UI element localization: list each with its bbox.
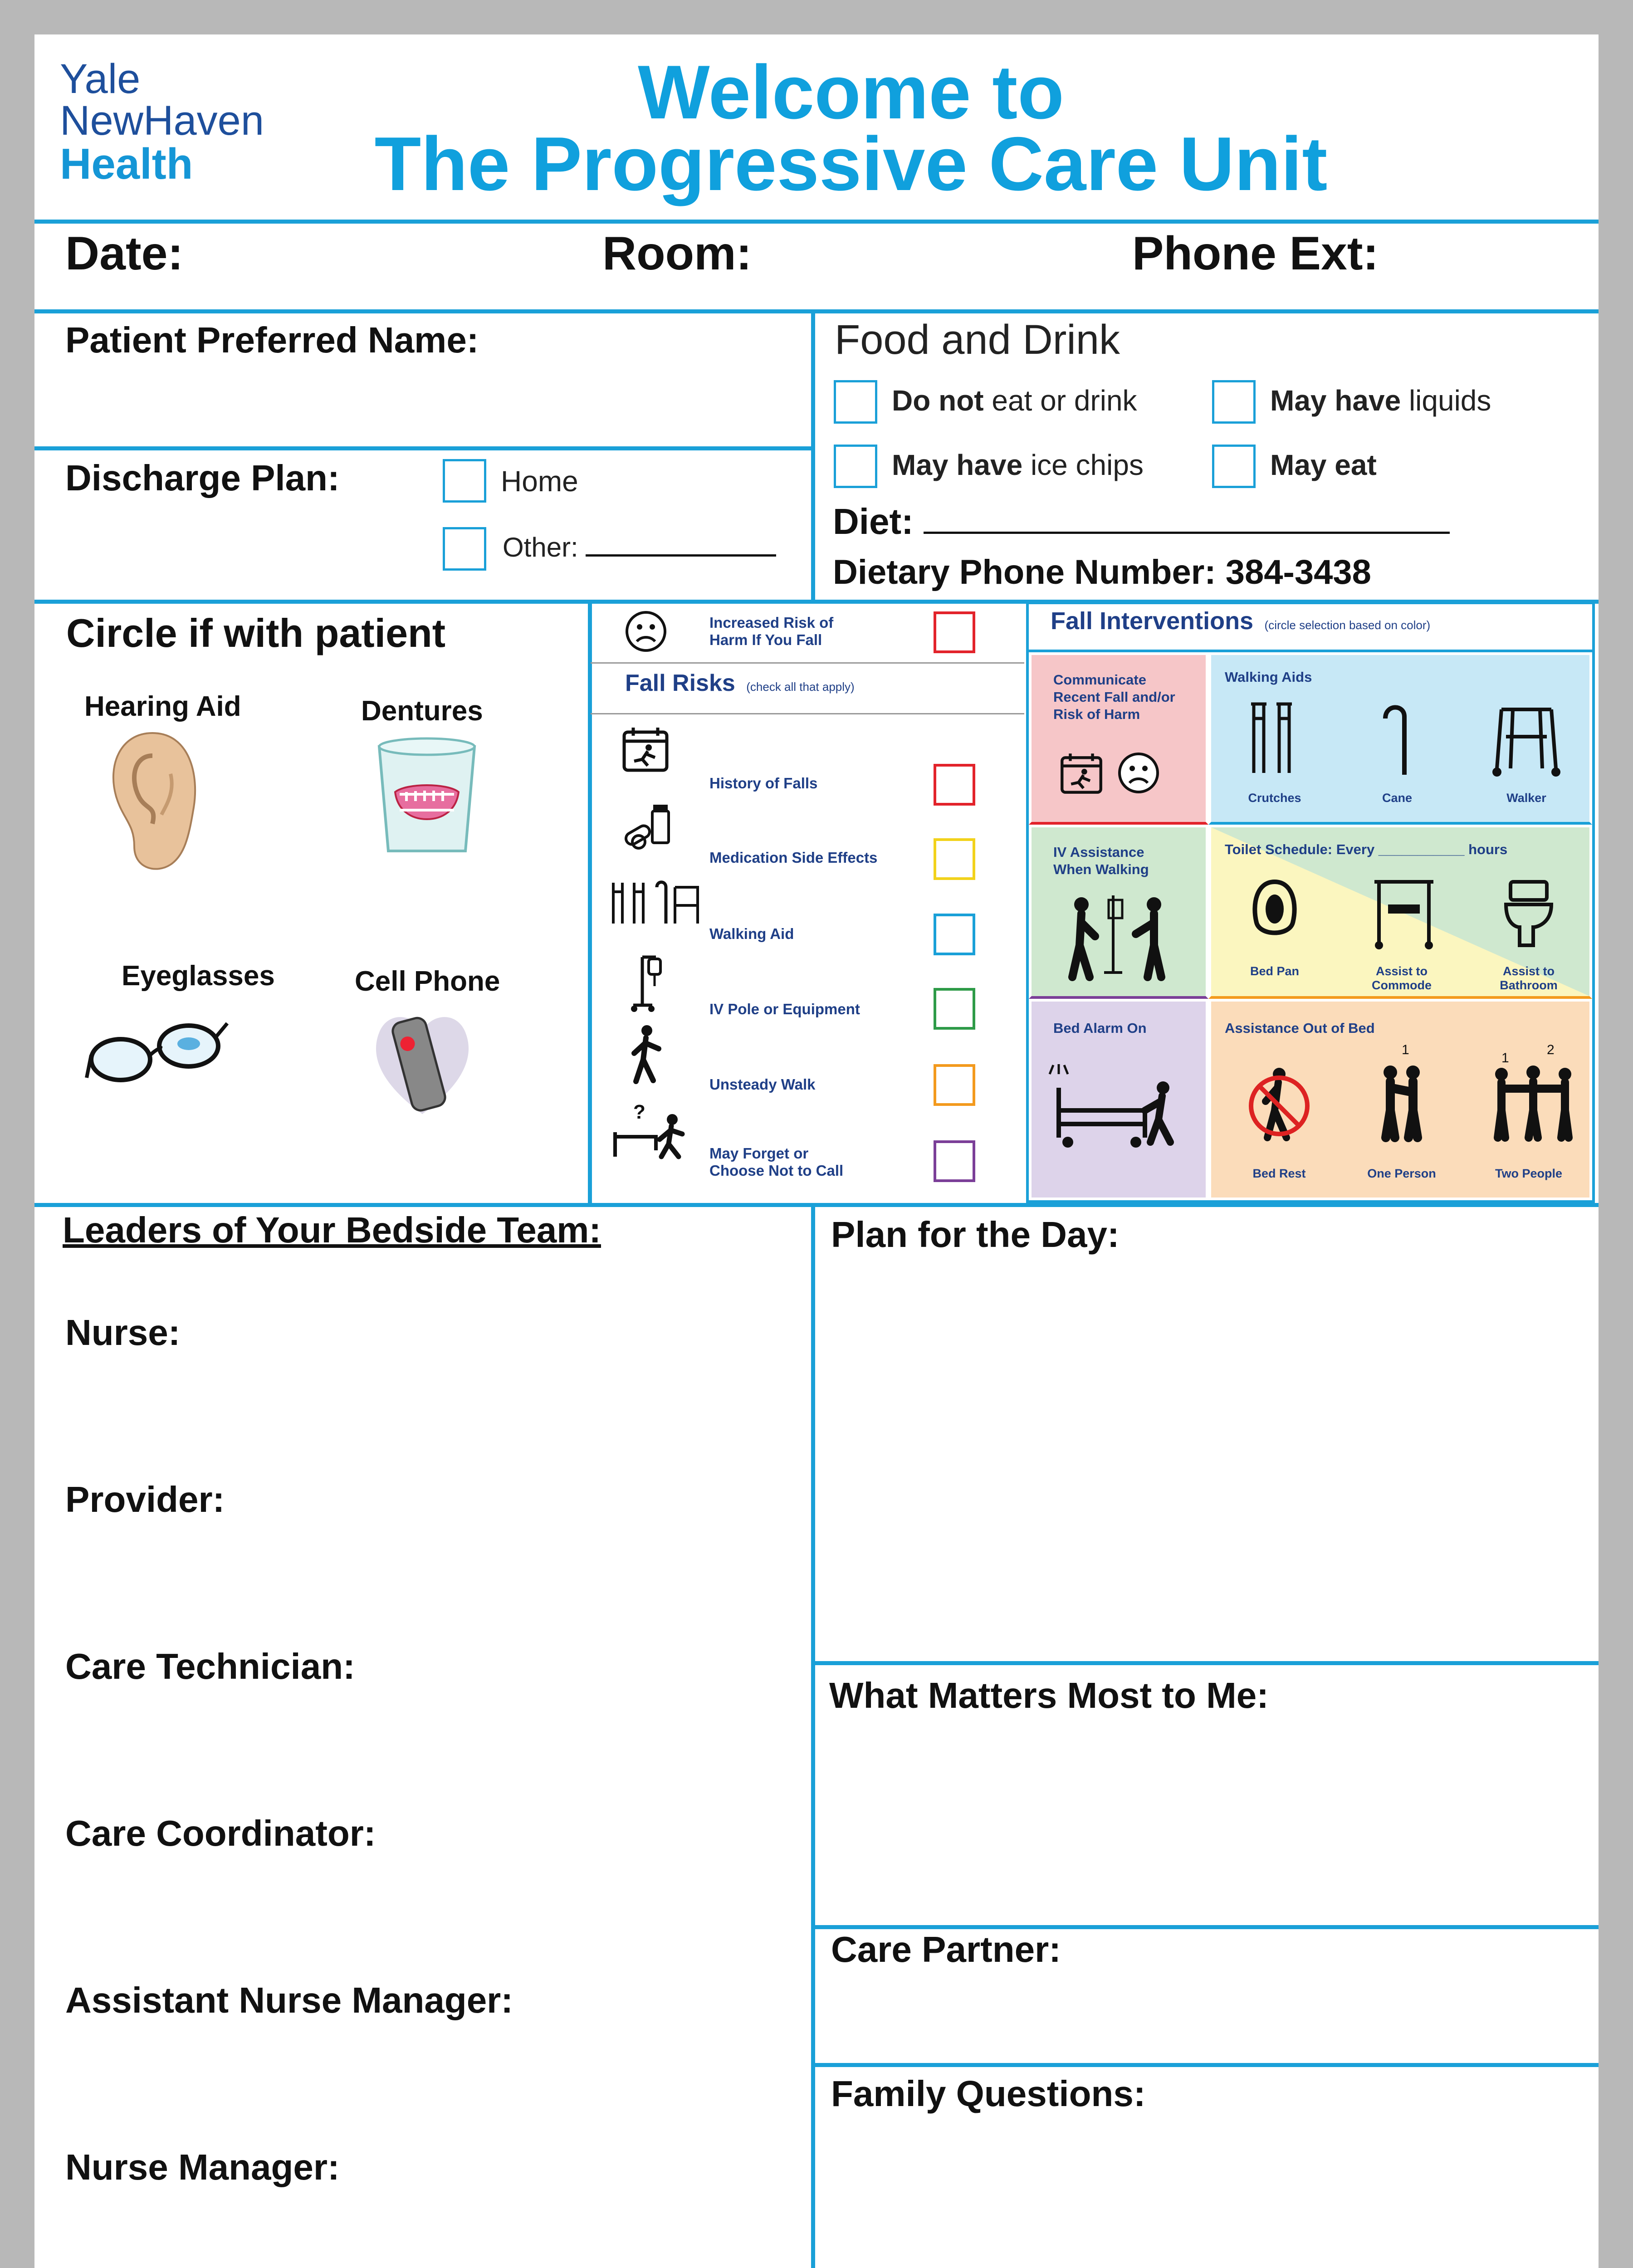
logo	[60, 58, 264, 187]
discharge-other-label	[503, 532, 776, 563]
bed-pan-icon	[1247, 877, 1302, 948]
team-role: Nurse Manager:	[65, 2147, 340, 2187]
increased-risk-checkbox[interactable]	[934, 611, 975, 653]
fall-interventions-title: Fall Interventions	[1051, 607, 1254, 635]
fall-risks-title: Fall Risks	[625, 670, 735, 696]
bed-alarm-icon	[1045, 1061, 1190, 1154]
divider	[813, 1661, 1599, 1665]
sad-face-icon	[1116, 750, 1161, 798]
food-option-checkbox[interactable]	[834, 380, 877, 424]
logo-line-newhaven: NewHaven	[60, 98, 264, 144]
food-option-bold: May eat	[1270, 449, 1377, 481]
divider	[813, 2063, 1599, 2067]
dentures-icon	[370, 733, 484, 860]
food-option-rest: liquids	[1401, 384, 1491, 417]
unsteady-walk-icon	[624, 1023, 670, 1087]
fall-risks-header-line	[591, 713, 1024, 714]
date-label: Date:	[65, 227, 184, 280]
divider	[34, 309, 1599, 313]
assistance-out-label: Assistance Out of Bed	[1225, 1020, 1375, 1036]
food-option-checkbox[interactable]	[834, 445, 877, 488]
medication-icon	[621, 802, 675, 852]
discharge-plan-label: Discharge Plan:	[65, 458, 340, 498]
divider	[811, 1203, 815, 2268]
team-title: Leaders of Your Bedside Team:	[63, 1210, 601, 1250]
one-person-icon	[1370, 1061, 1433, 1144]
phone-ext-label: Phone Ext:	[1132, 227, 1379, 280]
fall-risk-checkbox[interactable]	[934, 764, 975, 806]
svg-text:?: ?	[633, 1101, 645, 1123]
divider	[811, 309, 815, 600]
fall-risk-label: Walking Aid	[709, 925, 794, 942]
food-option-ice-chips	[892, 448, 1144, 482]
assist-caption: Two People	[1495, 1167, 1562, 1180]
family-questions-label: Family Questions:	[831, 2073, 1146, 2114]
forget-call-icon	[611, 1100, 692, 1159]
diet-text: Diet:	[833, 501, 914, 542]
iv-assistance-cell	[1029, 825, 1208, 999]
whiteboard	[34, 34, 1599, 2268]
fall-interventions-subtitle: (circle selection based on color)	[1264, 618, 1431, 632]
communicate-cell	[1029, 652, 1208, 825]
preferred-name-label: Patient Preferred Name:	[65, 320, 479, 360]
walking-aid-caption: Cane	[1382, 791, 1413, 805]
circle-title: Circle if with patient	[66, 611, 446, 655]
calendar-fall-icon	[621, 724, 670, 774]
eyeglasses-label: Eyeglasses	[122, 960, 275, 992]
fall-risk-label: Unsteady Walk	[709, 1076, 816, 1093]
food-option-bold: Do not	[892, 384, 984, 417]
plan-label: Plan for the Day:	[831, 1214, 1120, 1255]
food-title: Food and Drink	[835, 317, 1120, 363]
dentures-label: Dentures	[361, 695, 483, 727]
cell-phone-icon	[370, 1005, 474, 1123]
toilet-icon	[1501, 877, 1556, 952]
walker-icon	[1492, 700, 1560, 780]
fall-risk-checkbox[interactable]	[934, 988, 975, 1030]
walking-aids-label: Walking Aids	[1225, 669, 1312, 685]
eyeglasses-icon	[84, 1010, 230, 1096]
food-option-no-eat	[892, 384, 1137, 417]
bed-rest-icon	[1247, 1061, 1311, 1144]
number-one-mark: 1	[1501, 1051, 1509, 1066]
walking-aids-cell	[1208, 652, 1592, 825]
hearing-aid-label: Hearing Aid	[84, 691, 241, 722]
cell-phone-label: Cell Phone	[355, 966, 500, 997]
fall-risks-subtitle: (check all that apply)	[746, 680, 855, 694]
logo-line-yale: Yale	[60, 56, 141, 102]
food-option-checkbox[interactable]	[1212, 445, 1256, 488]
food-option-rest: eat or drink	[983, 384, 1137, 417]
assist-caption: One Person	[1367, 1167, 1436, 1180]
food-option-liquids	[1270, 384, 1491, 417]
food-option-checkbox[interactable]	[1212, 380, 1256, 424]
team-role: Care Technician:	[65, 1646, 355, 1686]
iv-assist-icon	[1063, 891, 1181, 984]
food-option-may-eat	[1270, 448, 1377, 482]
calendar-fall-icon	[1059, 750, 1104, 798]
bed-alarm-label: Bed Alarm On	[1053, 1020, 1147, 1036]
increased-risk-label: Increased Risk of Harm If You Fall	[709, 614, 834, 648]
discharge-home-checkbox[interactable]	[443, 459, 486, 503]
fall-interventions-header	[1051, 607, 1430, 635]
food-option-rest: ice chips	[1022, 449, 1144, 481]
divider	[34, 220, 1599, 224]
fall-risks-header	[625, 670, 855, 697]
divider	[34, 446, 813, 450]
food-option-bold: May have	[892, 449, 1023, 481]
number-one-mark: 1	[1402, 1042, 1409, 1057]
ear-icon	[103, 728, 202, 878]
iv-assistance-label: IV Assistance When Walking	[1053, 844, 1149, 877]
toilet-caption: Bed Pan	[1250, 964, 1300, 978]
title-line-2: The Progressive Care Unit	[374, 121, 1328, 206]
number-two-mark: 2	[1547, 1042, 1555, 1057]
logo-line-health: Health	[60, 140, 193, 188]
divider	[588, 601, 592, 1203]
fall-risk-checkbox[interactable]	[934, 914, 975, 955]
sad-face-icon	[623, 609, 669, 656]
fall-risk-label: May Forget or Choose Not to Call	[709, 1145, 844, 1179]
room-label: Room:	[602, 227, 752, 280]
divider	[34, 1203, 1599, 1207]
walking-aid-icon	[607, 878, 702, 928]
matters-label: What Matters Most to Me:	[829, 1675, 1269, 1716]
fall-risk-checkbox[interactable]	[934, 838, 975, 880]
toilet-caption: Assist to Commode	[1371, 964, 1432, 992]
iv-pole-icon	[624, 954, 670, 1013]
bed-alarm-cell	[1029, 999, 1208, 1200]
walking-aid-caption: Walker	[1506, 791, 1546, 805]
toilet-schedule-cell	[1208, 825, 1592, 999]
fall-risk-label: History of Falls	[709, 775, 818, 792]
fall-risk-checkbox[interactable]	[934, 1140, 975, 1182]
fall-risks-header-line	[591, 662, 1024, 664]
assist-caption: Bed Rest	[1252, 1167, 1306, 1180]
other-blank-line	[586, 554, 776, 557]
care-partner-label: Care Partner:	[831, 1929, 1061, 1970]
fall-risk-label: Medication Side Effects	[709, 849, 878, 866]
diet-label	[833, 500, 1450, 543]
food-option-bold: May have	[1270, 384, 1401, 417]
team-role: Nurse:	[65, 1312, 181, 1353]
walking-aid-caption: Crutches	[1248, 791, 1301, 805]
diet-blank-line	[924, 532, 1450, 534]
crutches-icon	[1247, 700, 1297, 780]
toilet-caption: Assist to Bathroom	[1500, 964, 1558, 992]
dietary-phone: Dietary Phone Number: 384-3438	[833, 553, 1371, 591]
cane-icon	[1379, 700, 1415, 780]
assistance-out-cell	[1208, 999, 1592, 1200]
other-text: Other:	[503, 532, 578, 562]
discharge-home-label: Home	[501, 465, 578, 498]
commode-icon	[1370, 873, 1438, 952]
team-role: Care Coordinator:	[65, 1813, 376, 1853]
discharge-other-checkbox[interactable]	[443, 527, 486, 571]
title-line-1: Welcome to	[638, 49, 1064, 135]
toilet-schedule-label: Toilet Schedule: Every ___________ hours	[1225, 841, 1508, 857]
fall-risk-checkbox[interactable]	[934, 1064, 975, 1106]
fall-risk-label: IV Pole or Equipment	[709, 1001, 860, 1017]
team-role: Provider:	[65, 1479, 225, 1520]
two-people-icon	[1488, 1061, 1579, 1144]
communicate-label: Communicate Recent Fall and/or Risk of Harm	[1053, 672, 1175, 722]
team-role: Assistant Nurse Manager:	[65, 1980, 513, 2020]
